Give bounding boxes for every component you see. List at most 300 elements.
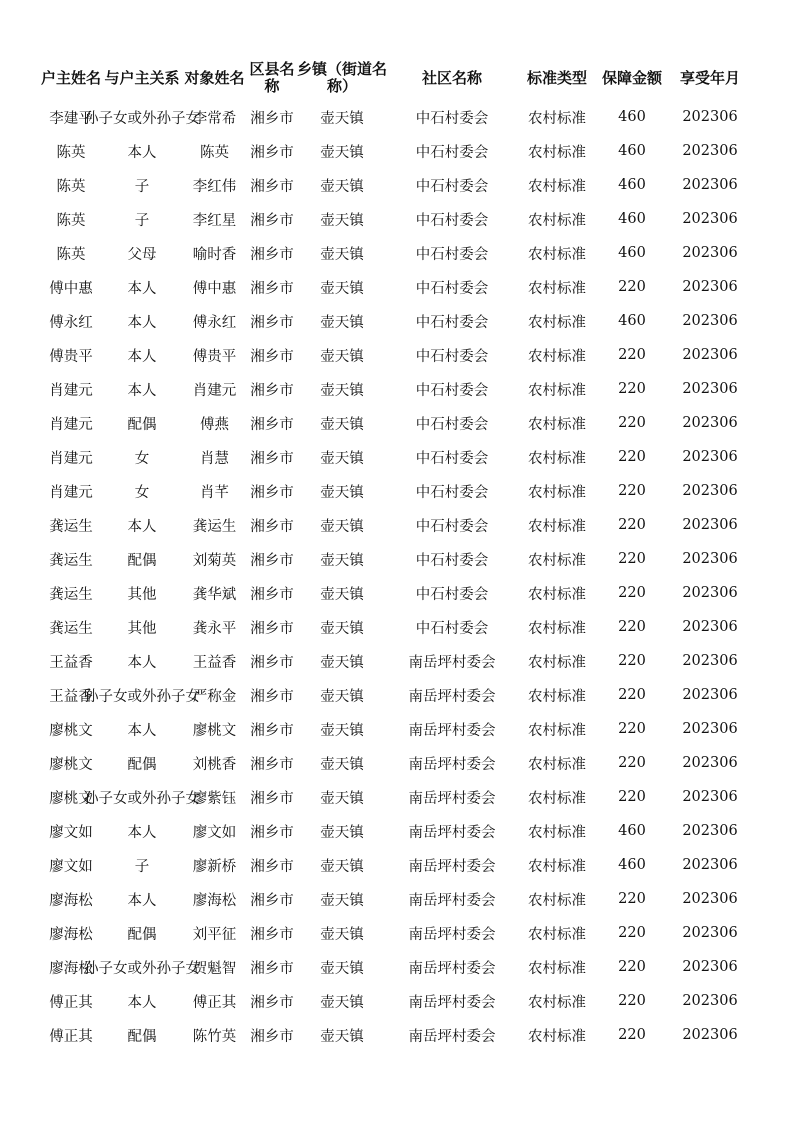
cell-standard-type: 农村标准 [528, 1028, 586, 1045]
cell-amount: 220 [618, 619, 646, 635]
cell-town: 壶天镇 [320, 892, 364, 909]
cell-county: 湘乡市 [250, 688, 294, 705]
cell-amount: 220 [618, 551, 646, 567]
cell-standard-type: 农村标准 [528, 654, 586, 671]
table-row [40, 134, 753, 168]
cell-amount: 220 [618, 517, 646, 533]
cell-relation-text: 本人 [127, 280, 157, 297]
cell-community: 南岳坪村委会 [408, 926, 496, 943]
cell-relation-text: 孙子女或外孙子女 [84, 960, 200, 977]
cell-community: 南岳坪村委会 [408, 994, 496, 1011]
cell-standard-type: 农村标准 [528, 756, 586, 773]
cell-household-head: 傅正其 [49, 994, 93, 1011]
cell-standard-type: 农村标准 [528, 382, 586, 399]
cell-subject-name: 陈竹英 [192, 1028, 237, 1045]
table-row [40, 984, 753, 1018]
cell-period: 202306 [682, 245, 738, 261]
cell-standard-type: 农村标准 [528, 246, 586, 263]
cell-amount: 220 [618, 993, 646, 1009]
cell-relation-text: 配偶 [127, 416, 157, 433]
cell-relation [102, 848, 182, 882]
cell-relation-text: 子 [134, 178, 150, 195]
table-row [40, 644, 753, 678]
cell-relation-text: 本人 [127, 722, 157, 739]
table-row [40, 372, 753, 406]
table-row [40, 950, 753, 984]
cell-relation [102, 712, 182, 746]
cell-county: 湘乡市 [250, 450, 294, 467]
cell-subject-name: 李红伟 [192, 178, 237, 195]
cell-relation-text: 本人 [127, 994, 157, 1011]
cell-household-head: 廖海松 [49, 892, 93, 909]
cell-household-head: 陈英 [56, 144, 86, 161]
cell-standard-type: 农村标准 [528, 280, 586, 297]
cell-amount: 220 [618, 279, 646, 295]
cell-household-head: 廖海松 [49, 926, 93, 943]
cell-subject-name: 龚华斌 [192, 586, 237, 603]
cell-community: 南岳坪村委会 [408, 654, 496, 671]
cell-period: 202306 [682, 449, 738, 465]
cell-amount: 460 [618, 823, 646, 839]
cell-household-head: 傅中惠 [49, 280, 93, 297]
cell-community: 中石村委会 [415, 484, 489, 501]
cell-relation-text: 女 [134, 484, 150, 501]
cell-county: 湘乡市 [250, 144, 294, 161]
cell-relation [102, 882, 182, 916]
cell-standard-type: 农村标准 [528, 178, 586, 195]
cell-relation [84, 950, 200, 984]
cell-community: 南岳坪村委会 [408, 722, 496, 739]
cell-household-head: 傅贵平 [49, 348, 93, 365]
cell-period: 202306 [682, 551, 738, 567]
table-row [40, 406, 753, 440]
cell-subject-name: 傅燕 [200, 416, 229, 433]
cell-amount: 220 [618, 925, 646, 941]
cell-relation-text: 本人 [127, 144, 157, 161]
cell-relation-text: 子 [134, 858, 150, 875]
cell-amount: 220 [618, 959, 646, 975]
cell-town: 壶天镇 [320, 518, 364, 535]
cell-relation-text: 本人 [127, 314, 157, 331]
cell-town: 壶天镇 [320, 790, 364, 807]
cell-standard-type: 农村标准 [528, 790, 586, 807]
cell-standard-type: 农村标准 [528, 552, 586, 569]
cell-town: 壶天镇 [320, 450, 364, 467]
cell-amount: 220 [618, 653, 646, 669]
cell-county: 湘乡市 [250, 1028, 294, 1045]
cell-community: 中石村委会 [415, 450, 489, 467]
cell-standard-type: 农村标准 [528, 892, 586, 909]
cell-subject-name: 廖新桥 [192, 858, 237, 875]
cell-relation-text: 本人 [127, 824, 157, 841]
header-county: 区县名称 [249, 60, 295, 95]
cell-subject-name: 喻时香 [192, 246, 237, 263]
cell-town: 壶天镇 [320, 314, 364, 331]
cell-subject-name: 龚运生 [192, 518, 237, 535]
cell-period: 202306 [682, 755, 738, 771]
cell-period: 202306 [682, 313, 738, 329]
cell-county: 湘乡市 [250, 722, 294, 739]
cell-subject-name: 廖桃文 [192, 722, 237, 739]
cell-relation [102, 406, 182, 440]
cell-household-head: 肖建元 [49, 382, 93, 399]
cell-relation-text: 女 [134, 450, 150, 467]
table-row [40, 440, 753, 474]
cell-county: 湘乡市 [250, 892, 294, 909]
cell-period: 202306 [682, 993, 738, 1009]
cell-household-head: 王益香 [49, 654, 93, 671]
cell-town: 壶天镇 [320, 144, 364, 161]
table-row [40, 780, 753, 814]
cell-county: 湘乡市 [250, 416, 294, 433]
cell-household-head: 龚运生 [49, 552, 93, 569]
cell-relation [102, 270, 182, 304]
header-relation: 与户主关系 [104, 68, 180, 87]
cell-relation [102, 508, 182, 542]
cell-relation [102, 236, 182, 270]
cell-period: 202306 [682, 619, 738, 635]
table-row [40, 882, 753, 916]
cell-relation [102, 304, 182, 338]
cell-standard-type: 农村标准 [528, 722, 586, 739]
cell-relation [102, 576, 182, 610]
cell-amount: 220 [618, 415, 646, 431]
cell-amount: 220 [618, 449, 646, 465]
cell-county: 湘乡市 [250, 790, 294, 807]
cell-community: 中石村委会 [415, 348, 489, 365]
cell-household-head: 廖桃文 [49, 722, 93, 739]
cell-subject-name: 肖建元 [192, 382, 237, 399]
cell-town: 壶天镇 [320, 688, 364, 705]
table-row [40, 814, 753, 848]
cell-period: 202306 [682, 857, 738, 873]
cell-period: 202306 [682, 959, 738, 975]
table-row [40, 508, 753, 542]
cell-relation [84, 678, 200, 712]
cell-county: 湘乡市 [250, 858, 294, 875]
table-row [40, 542, 753, 576]
cell-standard-type: 农村标准 [528, 926, 586, 943]
document-sheet [40, 56, 753, 1052]
cell-subject-name: 王益香 [192, 654, 237, 671]
table-row [40, 168, 753, 202]
cell-town: 壶天镇 [320, 110, 364, 127]
header-standard-type: 标准类型 [526, 68, 587, 87]
cell-community: 南岳坪村委会 [408, 960, 496, 977]
cell-standard-type: 农村标准 [528, 348, 586, 365]
cell-community: 南岳坪村委会 [408, 1028, 496, 1045]
assistance-table [40, 56, 753, 1052]
cell-amount: 220 [618, 381, 646, 397]
cell-standard-type: 农村标准 [528, 212, 586, 229]
cell-period: 202306 [682, 687, 738, 703]
cell-household-head: 王益香 [49, 688, 93, 705]
cell-relation-text: 配偶 [127, 756, 157, 773]
cell-county: 湘乡市 [250, 314, 294, 331]
cell-community: 中石村委会 [415, 620, 489, 637]
cell-period: 202306 [682, 891, 738, 907]
cell-town: 壶天镇 [320, 586, 364, 603]
table-row [40, 576, 753, 610]
cell-community: 中石村委会 [415, 144, 489, 161]
cell-amount: 460 [618, 143, 646, 159]
cell-subject-name: 刘桃香 [192, 756, 237, 773]
table-row [40, 270, 753, 304]
cell-relation-text: 本人 [127, 518, 157, 535]
cell-town: 壶天镇 [320, 926, 364, 943]
cell-county: 湘乡市 [250, 586, 294, 603]
cell-standard-type: 农村标准 [528, 824, 586, 841]
table-header-row [40, 56, 753, 100]
cell-community: 中石村委会 [415, 382, 489, 399]
table-row [40, 304, 753, 338]
cell-standard-type: 农村标准 [528, 518, 586, 535]
cell-relation-text: 孙子女或外孙子女 [84, 790, 200, 807]
cell-relation-text: 子 [134, 212, 150, 229]
cell-town: 壶天镇 [320, 824, 364, 841]
cell-period: 202306 [682, 415, 738, 431]
header-household-head: 户主姓名 [40, 68, 101, 87]
cell-county: 湘乡市 [250, 824, 294, 841]
cell-county: 湘乡市 [250, 348, 294, 365]
cell-subject-name: 严称金 [192, 688, 237, 705]
header-community: 社区名称 [421, 68, 482, 87]
table-body [40, 100, 753, 1052]
cell-subject-name: 李红星 [192, 212, 237, 229]
cell-town: 壶天镇 [320, 212, 364, 229]
cell-community: 中石村委会 [415, 110, 489, 127]
cell-county: 湘乡市 [250, 246, 294, 263]
cell-subject-name: 陈英 [200, 144, 229, 161]
table-row [40, 610, 753, 644]
cell-relation [102, 984, 182, 1018]
cell-relation [102, 168, 182, 202]
cell-standard-type: 农村标准 [528, 314, 586, 331]
cell-standard-type: 农村标准 [528, 858, 586, 875]
cell-subject-name: 李常希 [192, 110, 237, 127]
cell-period: 202306 [682, 211, 738, 227]
header-amount: 保障金额 [601, 68, 662, 87]
cell-subject-name: 贺魁智 [192, 960, 237, 977]
cell-household-head: 陈英 [56, 178, 86, 195]
cell-relation-text: 本人 [127, 654, 157, 671]
table-row [40, 1018, 753, 1052]
cell-household-head: 陈英 [56, 246, 86, 263]
cell-subject-name: 傅正其 [192, 994, 237, 1011]
cell-subject-name: 廖紫钰 [192, 790, 237, 807]
cell-town: 壶天镇 [320, 756, 364, 773]
cell-standard-type: 农村标准 [528, 110, 586, 127]
cell-community: 中石村委会 [415, 212, 489, 229]
cell-period: 202306 [682, 109, 738, 125]
table-row [40, 678, 753, 712]
cell-relation [102, 202, 182, 236]
cell-town: 壶天镇 [320, 654, 364, 671]
cell-community: 南岳坪村委会 [408, 790, 496, 807]
cell-amount: 220 [618, 347, 646, 363]
header-town: 乡镇（街道名称） [297, 60, 388, 95]
cell-relation-text: 父母 [127, 246, 157, 263]
cell-standard-type: 农村标准 [528, 450, 586, 467]
cell-county: 湘乡市 [250, 960, 294, 977]
cell-amount: 220 [618, 721, 646, 737]
header-period: 享受年月 [679, 68, 740, 87]
cell-household-head: 廖海松 [49, 960, 93, 977]
cell-household-head: 陈英 [56, 212, 86, 229]
cell-household-head: 李建平 [49, 110, 93, 127]
header-subject-name: 对象姓名 [184, 68, 245, 87]
cell-subject-name: 傅贵平 [192, 348, 237, 365]
cell-household-head: 龚运生 [49, 620, 93, 637]
cell-relation [102, 474, 182, 508]
cell-town: 壶天镇 [320, 994, 364, 1011]
cell-community: 中石村委会 [415, 314, 489, 331]
cell-town: 壶天镇 [320, 178, 364, 195]
table-row [40, 236, 753, 270]
cell-period: 202306 [682, 1027, 738, 1043]
cell-county: 湘乡市 [250, 178, 294, 195]
cell-relation [102, 814, 182, 848]
cell-subject-name: 肖慧 [200, 450, 229, 467]
cell-amount: 220 [618, 891, 646, 907]
cell-community: 南岳坪村委会 [408, 858, 496, 875]
cell-standard-type: 农村标准 [528, 416, 586, 433]
cell-amount: 220 [618, 755, 646, 771]
cell-relation-text: 孙子女或外孙子女 [84, 110, 200, 127]
cell-household-head: 肖建元 [49, 450, 93, 467]
cell-relation [102, 916, 182, 950]
cell-town: 壶天镇 [320, 960, 364, 977]
cell-county: 湘乡市 [250, 280, 294, 297]
cell-town: 壶天镇 [320, 484, 364, 501]
cell-county: 湘乡市 [250, 518, 294, 535]
cell-relation [102, 610, 182, 644]
cell-amount: 460 [618, 313, 646, 329]
cell-period: 202306 [682, 143, 738, 159]
cell-relation-text: 本人 [127, 348, 157, 365]
cell-amount: 460 [618, 109, 646, 125]
cell-subject-name: 肖芊 [200, 484, 229, 501]
cell-town: 壶天镇 [320, 858, 364, 875]
cell-household-head: 廖桃文 [49, 756, 93, 773]
cell-town: 壶天镇 [320, 348, 364, 365]
cell-relation-text: 配偶 [127, 1028, 157, 1045]
cell-community: 中石村委会 [415, 246, 489, 263]
table-row [40, 338, 753, 372]
cell-subject-name: 龚永平 [192, 620, 237, 637]
cell-relation [102, 134, 182, 168]
cell-town: 壶天镇 [320, 722, 364, 739]
cell-relation-text: 本人 [127, 892, 157, 909]
cell-relation [102, 542, 182, 576]
cell-amount: 460 [618, 245, 646, 261]
cell-amount: 220 [618, 687, 646, 703]
cell-period: 202306 [682, 823, 738, 839]
cell-county: 湘乡市 [250, 484, 294, 501]
cell-community: 南岳坪村委会 [408, 688, 496, 705]
cell-period: 202306 [682, 279, 738, 295]
cell-community: 南岳坪村委会 [408, 824, 496, 841]
cell-period: 202306 [682, 585, 738, 601]
cell-community: 中石村委会 [415, 416, 489, 433]
cell-standard-type: 农村标准 [528, 484, 586, 501]
cell-town: 壶天镇 [320, 280, 364, 297]
cell-county: 湘乡市 [250, 926, 294, 943]
cell-subject-name: 刘平征 [192, 926, 237, 943]
cell-county: 湘乡市 [250, 212, 294, 229]
table-row [40, 746, 753, 780]
cell-subject-name: 廖文如 [192, 824, 237, 841]
table-row [40, 848, 753, 882]
cell-household-head: 龚运生 [49, 586, 93, 603]
cell-relation-text: 其他 [127, 586, 157, 603]
cell-standard-type: 农村标准 [528, 688, 586, 705]
table-row [40, 712, 753, 746]
cell-household-head: 傅正其 [49, 1028, 93, 1045]
cell-relation-text: 孙子女或外孙子女 [84, 688, 200, 705]
table-row [40, 100, 753, 134]
cell-county: 湘乡市 [250, 654, 294, 671]
cell-county: 湘乡市 [250, 756, 294, 773]
cell-county: 湘乡市 [250, 620, 294, 637]
cell-period: 202306 [682, 925, 738, 941]
cell-relation-text: 本人 [127, 382, 157, 399]
cell-town: 壶天镇 [320, 246, 364, 263]
cell-standard-type: 农村标准 [528, 586, 586, 603]
cell-amount: 220 [618, 789, 646, 805]
cell-county: 湘乡市 [250, 552, 294, 569]
cell-household-head: 廖桃文 [49, 790, 93, 807]
cell-county: 湘乡市 [250, 382, 294, 399]
cell-subject-name: 廖海松 [192, 892, 237, 909]
cell-period: 202306 [682, 347, 738, 363]
cell-period: 202306 [682, 721, 738, 737]
cell-relation [84, 100, 200, 134]
table-row [40, 202, 753, 236]
cell-relation-text: 配偶 [127, 552, 157, 569]
cell-town: 壶天镇 [320, 1028, 364, 1045]
cell-community: 中石村委会 [415, 586, 489, 603]
cell-subject-name: 傅中惠 [192, 280, 237, 297]
cell-county: 湘乡市 [250, 110, 294, 127]
cell-community: 南岳坪村委会 [408, 892, 496, 909]
cell-community: 南岳坪村委会 [408, 756, 496, 773]
cell-relation-text: 配偶 [127, 926, 157, 943]
cell-town: 壶天镇 [320, 620, 364, 637]
cell-relation [102, 440, 182, 474]
cell-town: 壶天镇 [320, 552, 364, 569]
cell-subject-name: 刘菊英 [192, 552, 237, 569]
cell-household-head: 龚运生 [49, 518, 93, 535]
cell-town: 壶天镇 [320, 416, 364, 433]
cell-standard-type: 农村标准 [528, 144, 586, 161]
cell-relation [102, 338, 182, 372]
cell-household-head: 廖文如 [49, 824, 93, 841]
cell-relation [102, 372, 182, 406]
cell-relation-text: 其他 [127, 620, 157, 637]
cell-household-head: 傅永红 [49, 314, 93, 331]
cell-period: 202306 [682, 789, 738, 805]
cell-standard-type: 农村标准 [528, 620, 586, 637]
cell-period: 202306 [682, 381, 738, 397]
cell-period: 202306 [682, 517, 738, 533]
cell-period: 202306 [682, 653, 738, 669]
cell-household-head: 廖文如 [49, 858, 93, 875]
cell-amount: 220 [618, 483, 646, 499]
table-row [40, 474, 753, 508]
cell-household-head: 肖建元 [49, 416, 93, 433]
cell-standard-type: 农村标准 [528, 994, 586, 1011]
